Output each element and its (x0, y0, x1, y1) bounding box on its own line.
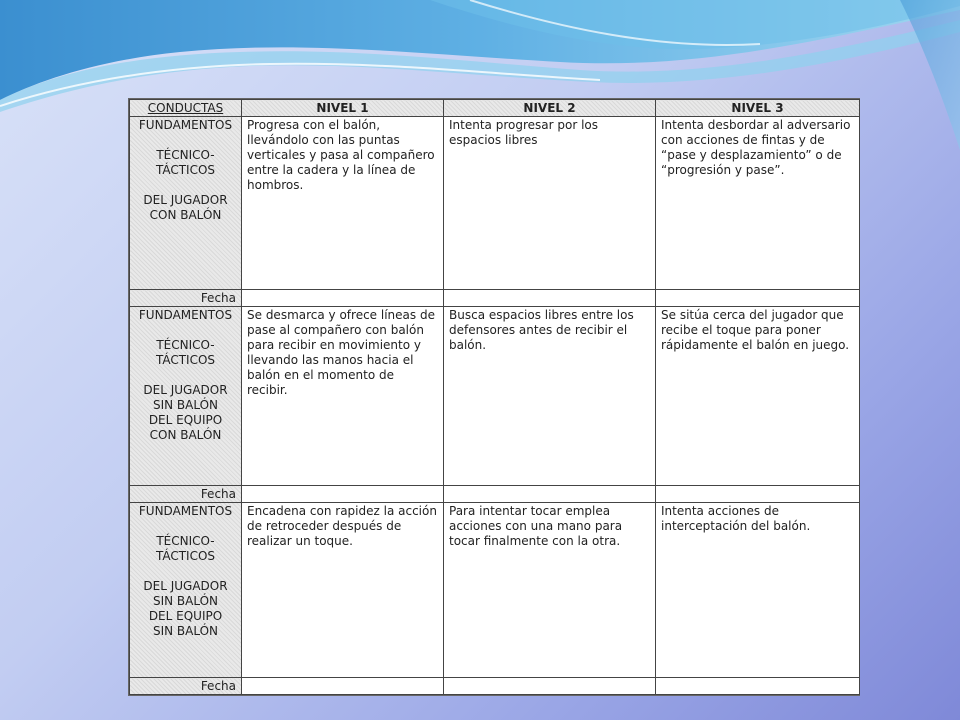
row-label-line: SIN BALÓN (152, 398, 219, 412)
table-row (130, 117, 860, 290)
cell-nivel-3: Intenta acciones de interceptación del balón. (656, 503, 860, 678)
fecha-label: Fecha (130, 486, 242, 503)
table-row (130, 503, 860, 678)
fecha-row (130, 678, 860, 695)
row-label-sin-balon-equipo-con-balon (130, 307, 242, 486)
cell-nivel-1: Se desmarca y ofrece líneas de pase al compañero con balón para recibir en movimiento y llevando las manos hacia el balón en el momento de recibir. (242, 307, 444, 486)
row-label-line: SIN BALÓN (152, 594, 219, 608)
rubric-table (129, 99, 860, 695)
fecha-cell-nivel-3 (656, 678, 860, 695)
header-nivel-2: NIVEL 2 (444, 100, 656, 117)
fecha-cell-nivel-3 (656, 486, 860, 503)
row-label-line: DEL JUGADOR (143, 383, 228, 397)
header-nivel-1: NIVEL 1 (242, 100, 444, 117)
row-label-line: FUNDAMENTOS (138, 504, 233, 518)
fecha-cell-nivel-2 (444, 290, 656, 307)
row-label-line: SIN BALÓN (152, 624, 219, 638)
header-nivel-3: NIVEL 3 (656, 100, 860, 117)
fecha-row (130, 486, 860, 503)
row-label-line: DEL JUGADOR (143, 579, 228, 593)
row-label-line: FUNDAMENTOS (138, 308, 233, 322)
row-label-line: TÉCNICO- (156, 148, 215, 162)
fecha-cell-nivel-1 (242, 486, 444, 503)
fecha-cell-nivel-2 (444, 678, 656, 695)
cell-nivel-3: Intenta desbordar al adversario con acciones de fintas y de “pase y desplazamiento” o de “progresión y pase”. (656, 117, 860, 290)
fecha-cell-nivel-2 (444, 486, 656, 503)
fecha-label: Fecha (130, 290, 242, 307)
row-label-line: TÉCNICO- (156, 338, 215, 352)
row-label-line: DEL EQUIPO (148, 413, 223, 427)
cell-nivel-3: Se sitúa cerca del jugador que recibe el toque para poner rápidamente el balón en juego. (656, 307, 860, 486)
fecha-cell-nivel-1 (242, 290, 444, 307)
row-label-line: DEL JUGADOR (143, 193, 228, 207)
row-label-line: CON BALÓN (149, 428, 222, 442)
header-conductas: CONDUCTAS (130, 100, 242, 117)
cell-nivel-2: Para intentar tocar emplea acciones con una mano para tocar finalmente con la otra. (444, 503, 656, 678)
header-row (130, 100, 860, 117)
row-label-line: TÁCTICOS (155, 163, 216, 177)
cell-nivel-1: Progresa con el balón, llevándolo con las puntas verticales y pasa al compañero entre la cadera y la línea de hombros. (242, 117, 444, 290)
fecha-label: Fecha (130, 678, 242, 695)
fecha-row (130, 290, 860, 307)
row-label-line: TÉCNICO- (156, 534, 215, 548)
row-label-line: TÁCTICOS (155, 549, 216, 563)
row-label-sin-balon-equipo-sin-balon (130, 503, 242, 678)
row-label-line: FUNDAMENTOS (138, 118, 233, 132)
row-label-line: TÁCTICOS (155, 353, 216, 367)
cell-nivel-1: Encadena con rapidez la acción de retroceder después de realizar un toque. (242, 503, 444, 678)
rubric-document (128, 98, 860, 696)
fecha-cell-nivel-3 (656, 290, 860, 307)
cell-nivel-2: Intenta progresar por los espacios libres (444, 117, 656, 290)
row-label-line: CON BALÓN (149, 208, 222, 222)
fecha-cell-nivel-1 (242, 678, 444, 695)
cell-nivel-2: Busca espacios libres entre los defensores antes de recibir el balón. (444, 307, 656, 486)
table-row (130, 307, 860, 486)
row-label-line: DEL EQUIPO (148, 609, 223, 623)
row-label-con-balon (130, 117, 242, 290)
